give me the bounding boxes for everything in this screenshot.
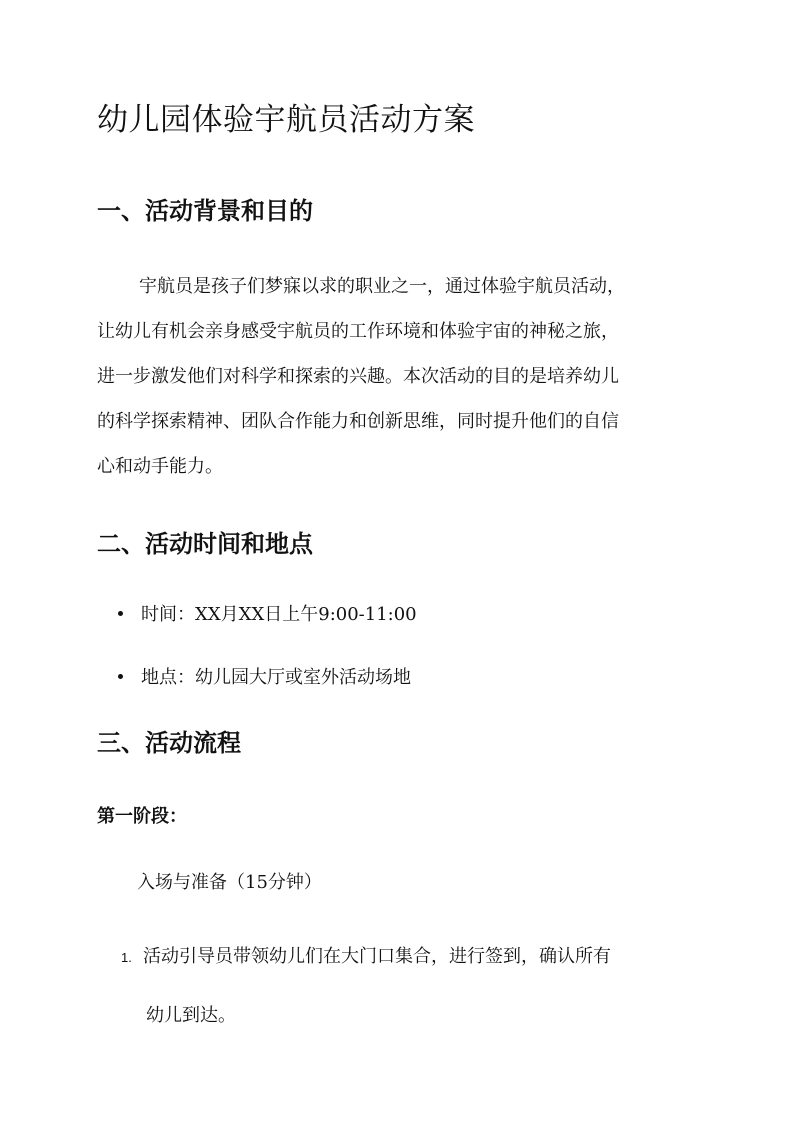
paragraph-line: 让幼儿有机会亲身感受宇航员的工作环境和体验宇宙的神秘之旅，: [97, 321, 619, 342]
stage-title: 第一阶段：: [97, 806, 187, 827]
paragraph-line: 的科学探索精神、团队合作能力和创新思维，同时提升他们的自信: [97, 411, 619, 432]
bullet-dot-icon: [118, 611, 123, 616]
numbered-item-line: 幼儿到达。: [146, 1005, 236, 1026]
stage-subtitle: 入场与准备（15分钟）: [137, 872, 322, 893]
bullet-dot-icon: [118, 674, 123, 679]
background-paragraph: [97, 264, 697, 489]
document-title: 幼儿园体验宇航员活动方案: [97, 102, 475, 138]
item-number: 1.: [121, 950, 132, 965]
numbered-item-line: [121, 928, 721, 987]
bullet-text: 时间：XX月XX日上午9:00-11:00: [141, 604, 417, 625]
section-heading-time-place: 二、活动时间和地点: [97, 529, 313, 558]
section-heading-background: 一、活动背景和目的: [97, 196, 313, 225]
item-text: 活动引导员带领幼儿们在大门口集合，进行签到，确认所有: [143, 946, 611, 967]
bullet-item-time: [118, 602, 417, 628]
paragraph-line: 宇航员是孩子们梦寐以求的职业之一，通过体验宇航员活动，: [139, 276, 625, 297]
bullet-text: 地点：幼儿园大厅或室外活动场地: [141, 667, 411, 688]
paragraph-line: 进一步激发他们对科学和探索的兴趣。本次活动的目的是培养幼儿: [97, 366, 619, 387]
numbered-list-item: [121, 928, 721, 1045]
bullet-item-place: [118, 665, 411, 691]
paragraph-line: 心和动手能力。: [97, 456, 223, 477]
section-heading-process: 三、活动流程: [97, 728, 241, 757]
